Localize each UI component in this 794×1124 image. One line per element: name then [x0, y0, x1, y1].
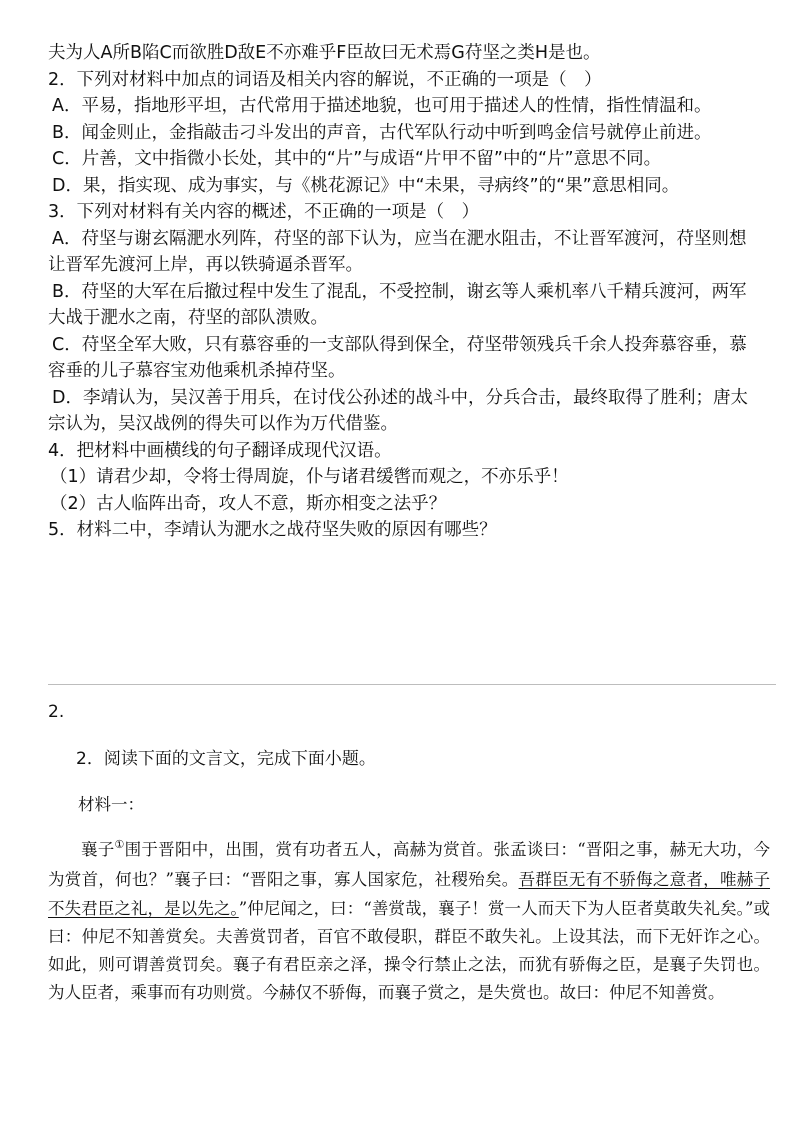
section-number: 2. — [48, 702, 65, 722]
q1-tail-text: 夫为人A所B陷C而欲胜D敌E不亦难乎F臣故曰无术焉G苻坚之类H是也。 — [48, 43, 601, 63]
q3-option-c: C．苻坚全军大败，只有慕容垂的一支部队得到保全，苻坚带领残兵千余人投奔慕容垂，慕容垂的儿子慕容宝劝他乘机杀掉苻坚。 — [48, 334, 747, 381]
passage-part-3: ”仲尼闻之，曰：“善赏哉，襄子！赏一人而天下为人臣者莫敢失礼矣。”或曰：仲尼不知善赏矣。夫善赏罚者，百官不敢侵职，群臣不敢失礼。上设其法，而下无奸诈之心。如此，则可谓善赏罚矣。襄子有君臣亲之泽，操令行禁止之法，而犹有骄侮之臣，是襄子失罚也。为人臣者，乘事而有功则赏。今赫仅不骄侮，而襄子赏之，是失赏也。故曰：仲尼不知善赏。 — [48, 898, 770, 1003]
underlined-sentence: 吾群臣无有不骄侮之意者，唯赫子不失君臣之礼，是以先之。 — [48, 870, 771, 918]
q3-option-a: A．苻坚与谢玄隔淝水列阵，苻坚的部下认为，应当在淝水阻击，不让晋军渡河，苻坚则想让晋军先渡河上岸，再以铁骑逼杀晋军。 — [48, 228, 747, 275]
passage-part-1: 襄子 — [81, 840, 115, 859]
q4-item-1: （1）请君少却，令将士得周旋，仆与诸君缓辔而观之，不亦乐乎！ — [50, 467, 569, 487]
footnote-marker: ① — [114, 838, 125, 851]
q2-option-a: A．平易，指地形平坦，古代常用于描述地貌，也可用于描述人的性情，指性情温和。 — [52, 96, 712, 116]
section-divider — [48, 684, 776, 685]
q3-option-b: B．苻坚的大军在后撤过程中发生了混乱，不受控制，谢玄等人乘机率八千精兵渡河，两军大战于淝水之南，苻坚的部队溃败。 — [48, 281, 747, 328]
passage-part-2: 围于晋阳中，出围，赏有功者五人，高赫为赏首。张孟谈曰：“晋阳之事，赫无大功，今为赏首，何也？”襄子曰：“晋阳之事，寡人国家危，社稷殆矣。 — [48, 840, 770, 890]
material-label: 材料一： — [78, 795, 144, 814]
q2-stem: 2．下列对材料中加点的词语及相关内容的解说，不正确的一项是（ ） — [48, 69, 602, 90]
q2-option-d: D．果，指实现、成为事实，与《桃花源记》中“未果，寻病终”的“果”意思相同。 — [52, 175, 680, 196]
reading-instruction: 2．阅读下面的文言文，完成下面小题。 — [76, 749, 376, 769]
q4-item-2: （2）古人临阵出奇，攻人不意，斯亦相变之法乎？ — [50, 493, 447, 514]
q2-option-c: C．片善，文中指微小长处，其中的“片”与成语“片甲不留”中的“片”意思不同。 — [52, 149, 662, 169]
q4-stem: 4．把材料中画横线的句子翻译成现代汉语。 — [48, 440, 392, 461]
classical-passage — [48, 836, 770, 1008]
q3-option-d: D．李靖认为，吴汉善于用兵，在讨伐公孙述的战斗中，分兵合击，最终取得了胜利；唐太宗认为，吴汉战例的得失可以作为万代借鉴。 — [48, 387, 748, 434]
q3-stem: 3．下列对材料有关内容的概述，不正确的一项是（ ） — [48, 202, 480, 222]
q2-option-b: B．闻金则止，金指敲击刁斗发出的声音，古代军队行动中听到鸣金信号就停止前进。 — [52, 122, 712, 143]
question-block — [48, 40, 760, 544]
q5-stem: 5．材料二中，李靖认为淝水之战苻坚失败的原因有哪些？ — [48, 520, 497, 540]
